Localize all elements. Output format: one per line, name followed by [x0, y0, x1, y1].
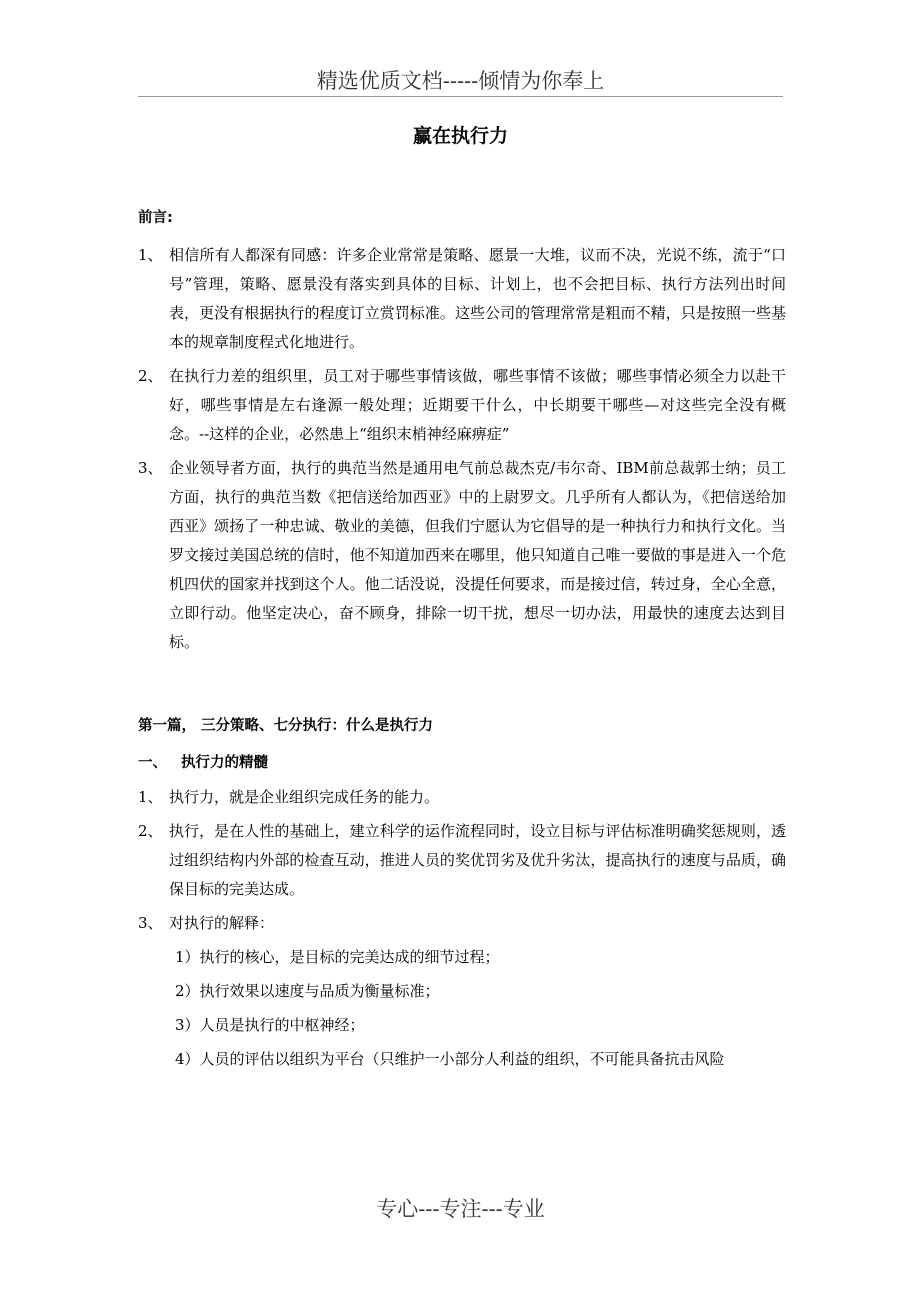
section-number: 一、: [138, 755, 167, 771]
page-header: 精选优质文档-----倾情为你奉上: [316, 69, 605, 93]
document-title: 赢在执行力: [412, 125, 508, 147]
section-title: 执行力的精髓: [181, 755, 268, 771]
sub-item-4: 4）人员的评估以组织为平台（只维护一小部分人利益的组织，不可能具备抗击风险: [175, 1050, 725, 1068]
item-text: 对执行的解释：: [169, 914, 275, 932]
item-text: 企业领导者方面，执行的典范当然是通用电气前总裁杰克/韦尔奇、IBM前总裁郭士纳；员工方面，执行的典范当数《把信送给加西亚》中的上尉罗文。几乎所有人都认为，《把信送给加西亚》颂扬了一种忠诚、敬业的美德，但我们宁愿认为它倡导的是一种执行力和执行文化。当罗文接过美国总统的信时，他不知道加西来在哪里，他只知道自己唯一要做的事是进入一个危机四伏的国家并找到这个人。他二话没说，没提任何要求，而是接过信，转过身，全心全意，立即行动。他坚定决心，奋不顾身，排除一切干扰，想尽一切办法，用最快的速度去达到目标。: [169, 459, 786, 651]
preface-item-1: [138, 241, 786, 357]
document-body: [138, 204, 786, 1079]
sub-item-1: 1）执行的核心，是目标的完美达成的细节过程；: [175, 948, 500, 966]
preface-heading: 前言:: [138, 210, 173, 226]
item-number: 2、: [138, 822, 163, 840]
sub-item-3: 3）人员是执行的中枢神经；: [175, 1016, 365, 1034]
execution-explanation-list: [138, 943, 786, 1074]
item-number: 3、: [138, 459, 163, 477]
section1-item-3: [138, 909, 786, 938]
sub-item-2: 2）执行效果以速度与品质为衡量标准；: [175, 982, 440, 1000]
item-number: 3、: [138, 914, 163, 932]
item-text: 相信所有人都深有同感：许多企业常常是策略、愿景一大堆，议而不决，光说不练，流于“口号”管理，策略、愿景没有落实到具体的目标、计划上，也不会把目标、执行方法列出时间表，更没有根据执行的程度订立赏罚标准。这些公司的管理常常是粗而不精，只是按照一些基本的规章制度程式化地进行。: [169, 246, 786, 351]
item-text: 在执行力差的组织里，员工对于哪些事情该做，哪些事情不该做；哪些事情必须全力以赴干好，哪些事情是左右逢源一般处理；近期要干什么，中长期要干哪些—对这些完全没有概念。--这样的企业，必然患上“组织末梢神经麻痹症”: [169, 367, 786, 443]
item-number: 1、: [138, 246, 163, 264]
preface-item-3: [138, 454, 786, 657]
part1-heading: 第一篇， 三分策略、七分执行：什么是执行力: [138, 718, 434, 734]
section1-item-2: [138, 817, 786, 904]
page-footer: 专心---专注---专业: [376, 1197, 545, 1221]
item-text: 执行力，就是企业组织完成任务的能力。: [169, 788, 440, 806]
preface-item-2: [138, 362, 786, 449]
header-divider: [138, 96, 783, 97]
section1-item-1: [138, 783, 786, 812]
item-number: 2、: [138, 367, 163, 385]
item-number: 1、: [138, 788, 163, 806]
section1-heading: [138, 749, 786, 778]
item-text: 执行，是在人性的基础上，建立科学的运作流程同时，设立目标与评估标准明确奖惩规则，透过组织结构内外部的检查互动，推进人员的奖优罚劣及优升劣汰，提高执行的速度与品质，确保目标的完美达成。: [169, 822, 786, 898]
